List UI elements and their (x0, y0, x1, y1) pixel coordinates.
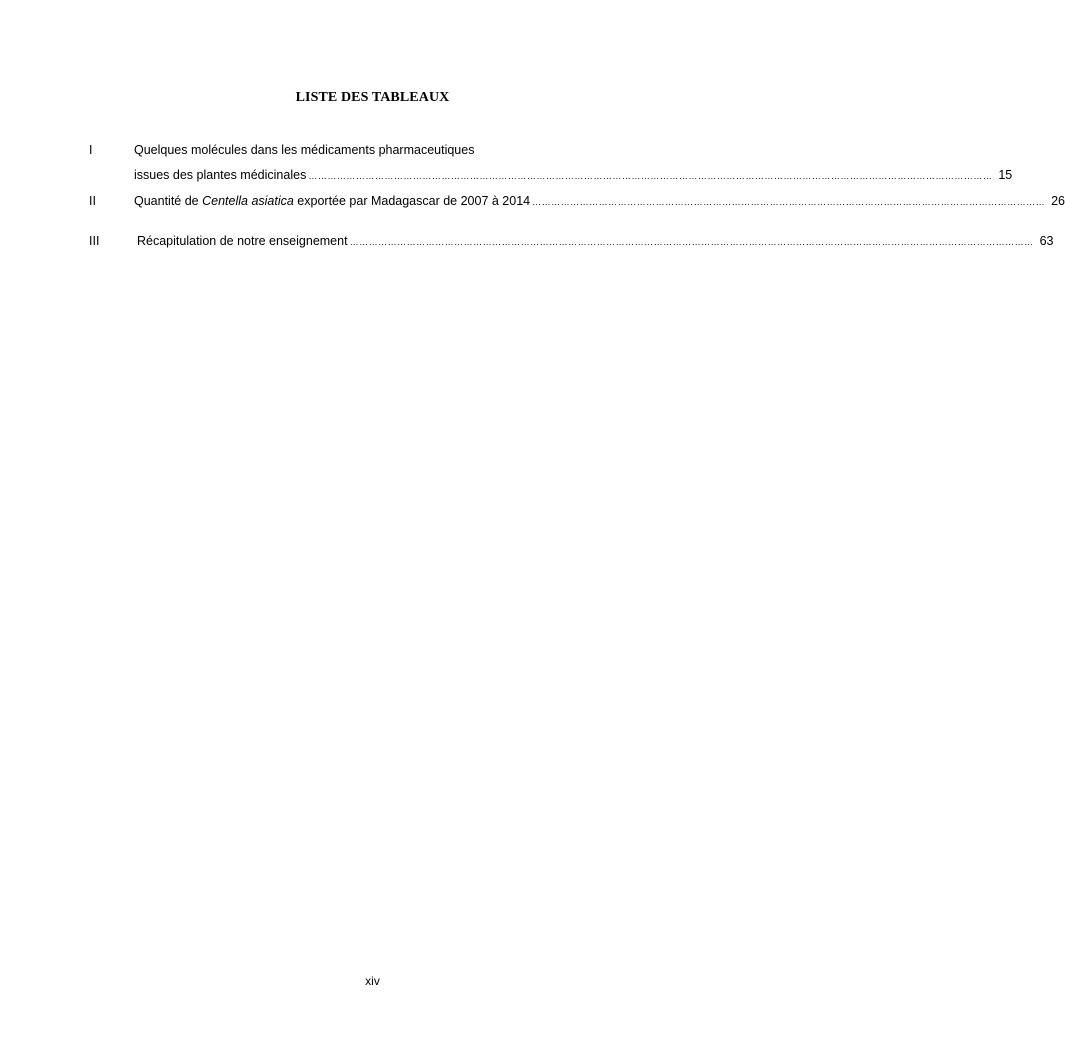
entry-title-line-1 (134, 142, 634, 158)
leader-dots: ……………………………………………………………………………………………………………………………………………… (532, 197, 1046, 207)
entry-title-line-2 (134, 167, 1013, 184)
entry-title-text: Quelques molécules dans les médicaments pharmaceutiques (134, 143, 475, 157)
entry-title-line (134, 193, 1065, 210)
entry-number: I (89, 143, 93, 157)
entry-title-line (137, 233, 1054, 250)
entry-title-text: Quantité de Centella asiatica exportée par Madagascar de 2007 à 2014 (134, 194, 531, 208)
species-name: Centella asiatica (202, 194, 294, 208)
entry-title-text: Récapitulation de notre enseignement (137, 234, 348, 248)
entry-page-number: 63 (1039, 234, 1054, 248)
entry-number: III (89, 234, 100, 248)
entry-page-number: 15 (998, 168, 1013, 182)
page-title: LISTE DES TABLEAUX (295, 90, 450, 105)
entry-number: II (89, 194, 96, 208)
leader-dots: ……………………………………………………………………………………………………………………………………………………………………………………………… (308, 171, 993, 181)
entry-page-number: 26 (1051, 194, 1065, 208)
leader-dots: ……………………………………………………………………………………………………………………………………………………………………………………………… (349, 237, 1034, 247)
page-footer-number: xiv (365, 974, 380, 988)
entry-title-text: issues des plantes médicinales (134, 168, 307, 182)
